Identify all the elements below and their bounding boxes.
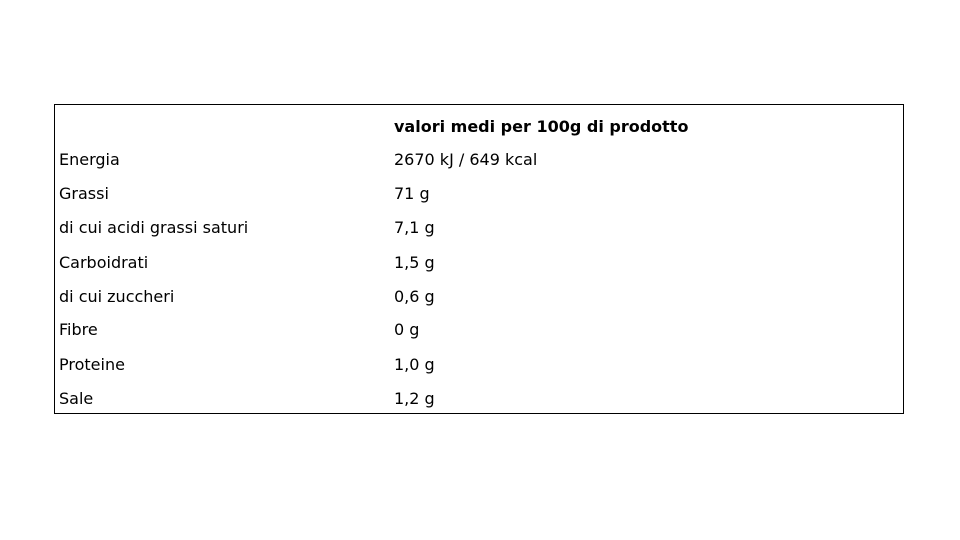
row-label: Energia bbox=[59, 150, 120, 169]
row-label: di cui acidi grassi saturi bbox=[59, 218, 249, 237]
table-row-fibre bbox=[55, 313, 903, 347]
row-value: 2670 kJ / 649 kcal bbox=[394, 150, 538, 169]
row-value: 1,5 g bbox=[394, 253, 435, 272]
table-row-carboidrati bbox=[55, 246, 903, 280]
row-label: Sale bbox=[59, 389, 94, 408]
row-label: Fibre bbox=[59, 320, 98, 339]
row-value: 7,1 g bbox=[394, 218, 435, 237]
table-row-energia bbox=[55, 143, 903, 177]
table-row-sale bbox=[55, 382, 903, 416]
row-label: Grassi bbox=[59, 184, 109, 203]
table-row-zuccheri bbox=[55, 280, 903, 314]
row-value: 1,0 g bbox=[394, 355, 435, 374]
table-header-row bbox=[55, 110, 903, 144]
header-value: valori medi per 100g di prodotto bbox=[394, 117, 689, 136]
table-row-grassi bbox=[55, 177, 903, 211]
row-value: 0 g bbox=[394, 320, 420, 339]
row-value: 0,6 g bbox=[394, 287, 435, 306]
nutrition-table bbox=[54, 104, 904, 414]
table-row-acidi-grassi-saturi bbox=[55, 211, 903, 245]
table-row-proteine bbox=[55, 348, 903, 382]
row-label: Proteine bbox=[59, 355, 125, 374]
row-value: 71 g bbox=[394, 184, 430, 203]
row-label: Carboidrati bbox=[59, 253, 149, 272]
row-value: 1,2 g bbox=[394, 389, 435, 408]
row-label: di cui zuccheri bbox=[59, 287, 175, 306]
